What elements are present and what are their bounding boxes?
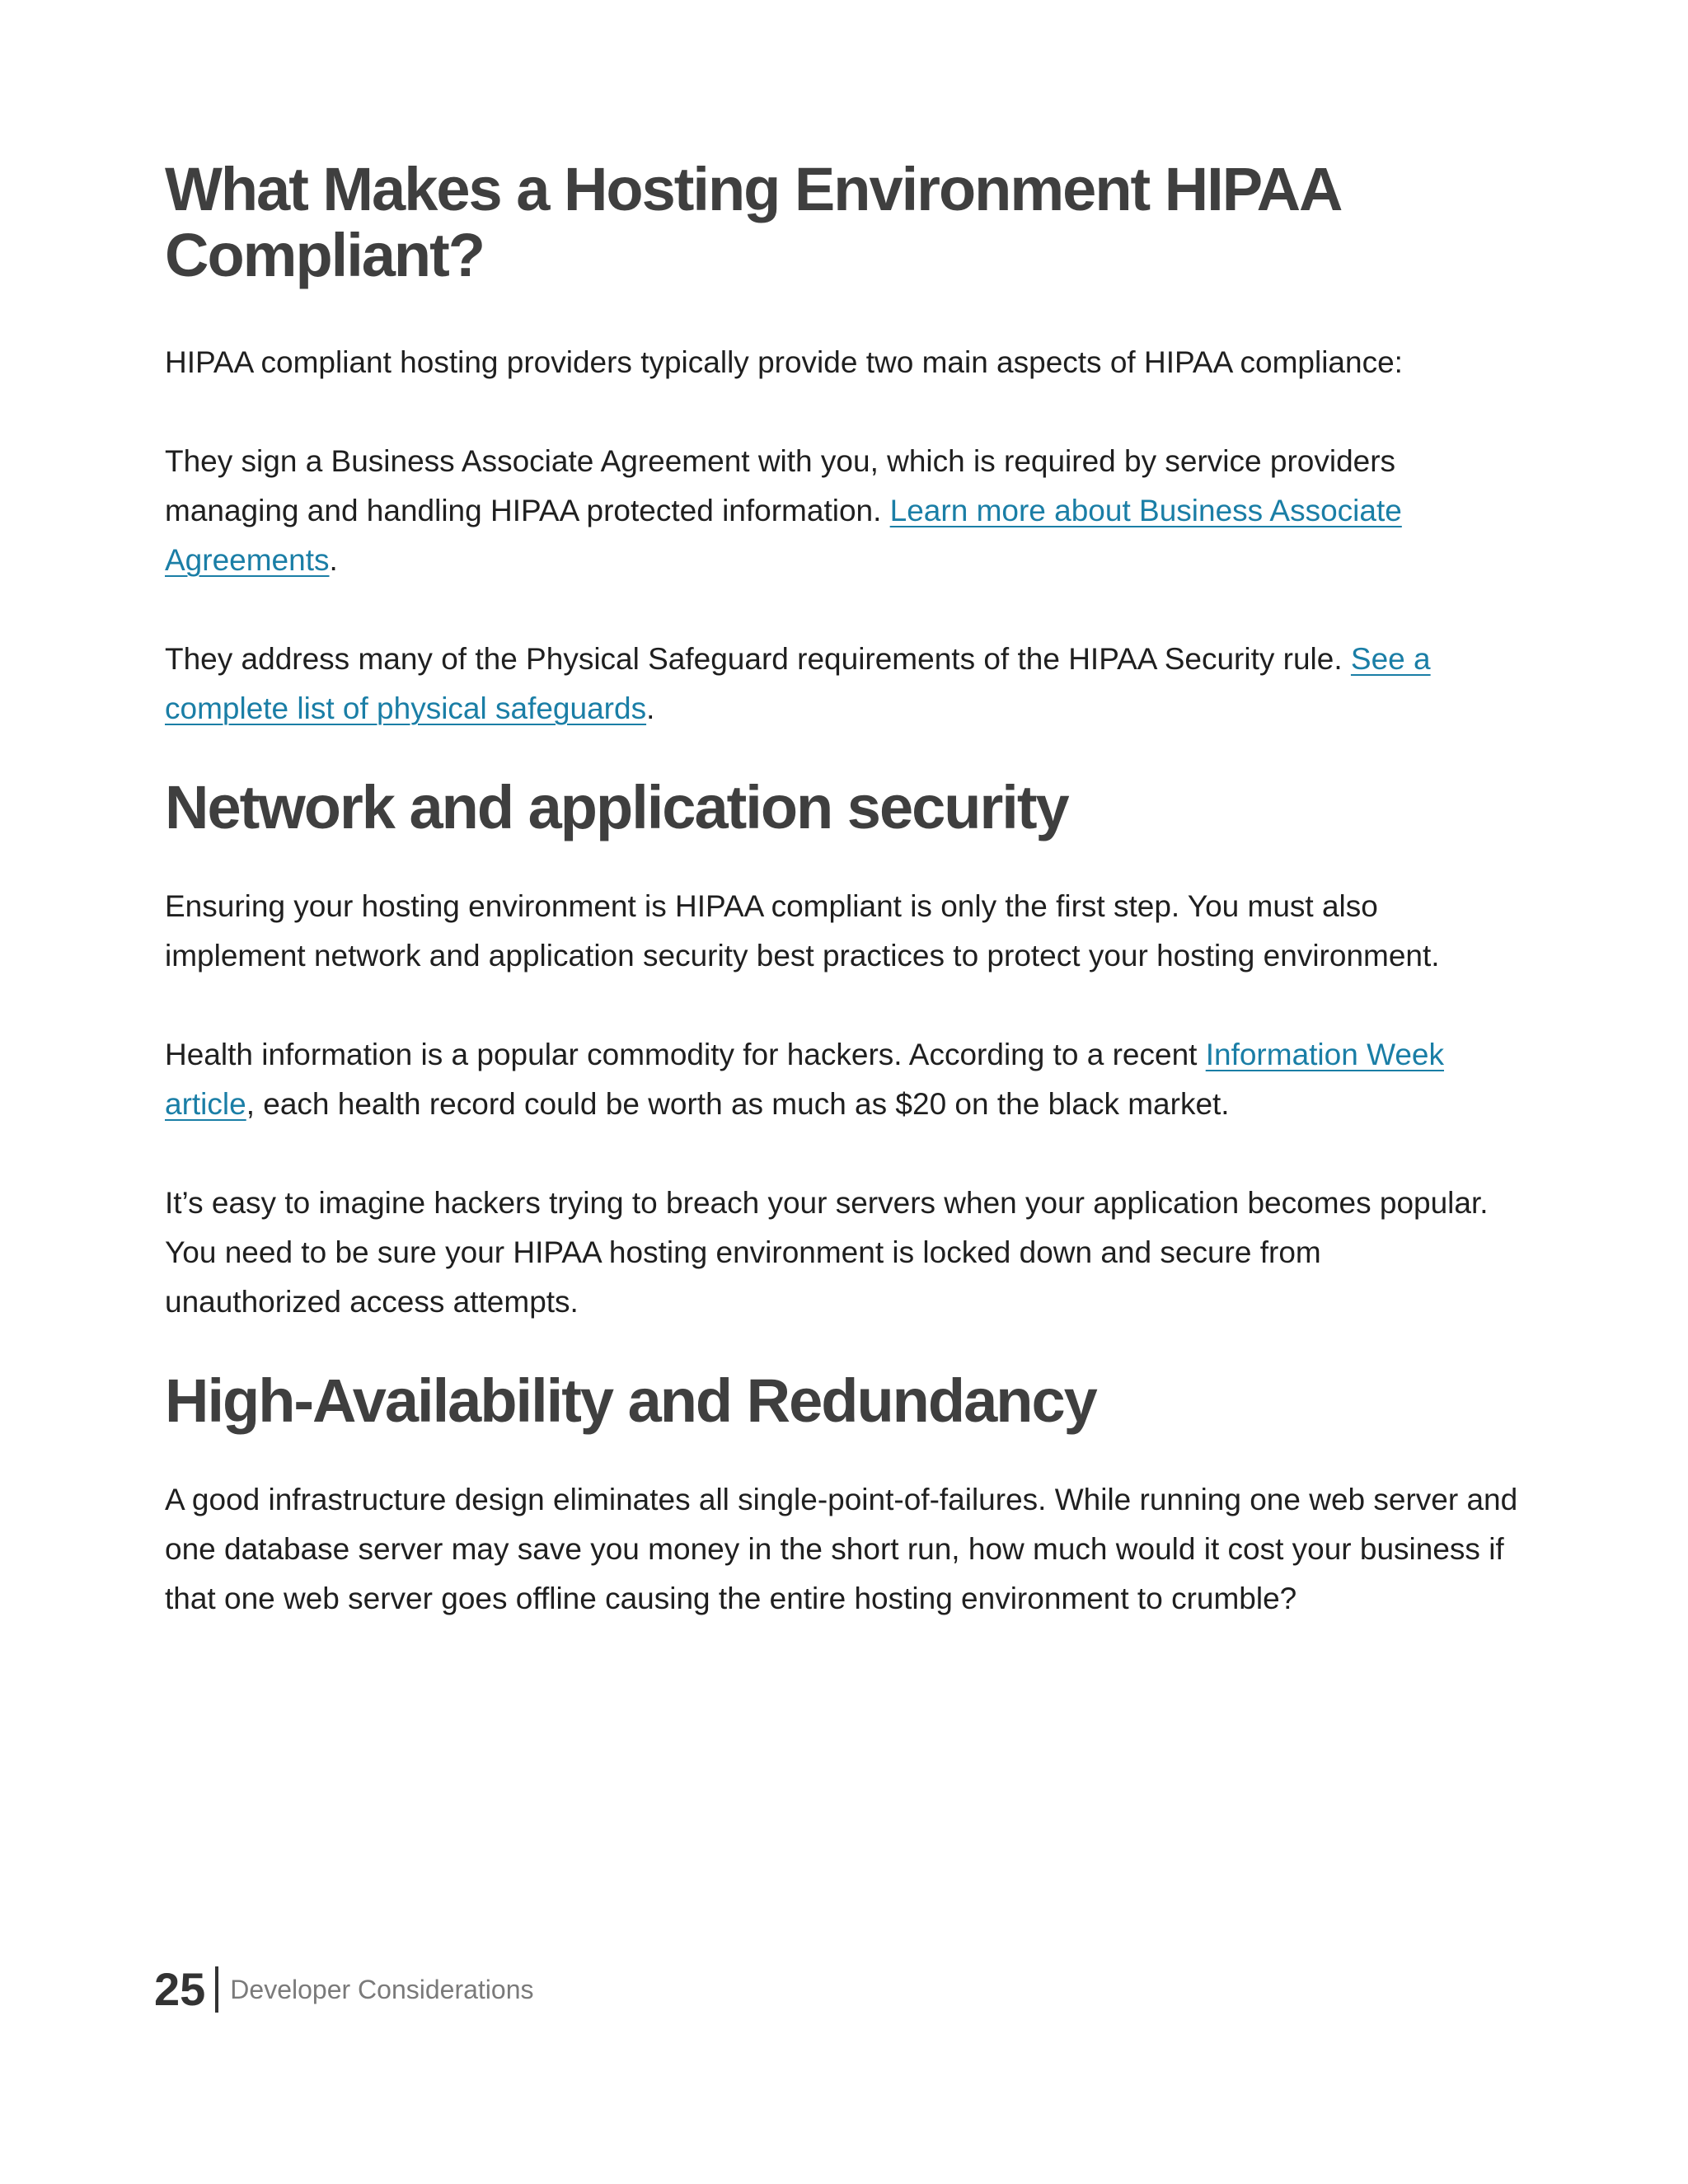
footer-divider: [215, 1966, 218, 2013]
page-title-line2: Compliant?: [165, 221, 484, 289]
baa-end: .: [329, 543, 338, 577]
baa-link[interactable]: Learn more about Business Associate Agreements: [165, 494, 1402, 577]
section-heading-network-security: Network and application security: [165, 773, 1068, 841]
safeguards-text: They address many of the Physical Safeguard requirements of the HIPAA Security rule.: [165, 642, 1351, 676]
section-heading-high-availability: High-Availability and Redundancy: [165, 1366, 1096, 1435]
safeguards-end: .: [646, 691, 655, 725]
page-title-line1: What Makes a Hosting Environment HIPAA: [165, 155, 1342, 223]
intro-paragraph: HIPAA compliant hosting providers typically provide two main aspects of HIPAA compliance:: [165, 345, 1403, 379]
baa-paragraph: [165, 437, 1508, 585]
footer-section-label: Developer Considerations: [230, 1974, 534, 2004]
network-security-paragraph: Ensuring your hosting environment is HIPAA compliant is only the first step. You must also implement network and application security best practices to protect your hosting environment.: [165, 889, 1440, 972]
page-content: [165, 157, 1525, 1624]
information-week-link[interactable]: Information Week article: [165, 1038, 1444, 1121]
baa-text: They sign a Business Associate Agreement with you, which is required by service providers managing and handling HIPAA protected information.: [165, 444, 1396, 527]
page-title: [165, 157, 1525, 288]
safeguards-link[interactable]: See a complete list of physical safeguards: [165, 642, 1431, 725]
page-footer: [154, 1965, 534, 2014]
physical-safeguards-paragraph: [165, 635, 1525, 733]
redundancy-paragraph: A good infrastructure design eliminates all single-point-of-failures. While running one web server and one database server may save you money in the short run, how much would it cost your business if that one web server goes offline causing the entire hosting environment to crumble?: [165, 1483, 1518, 1615]
health-info-end: , each health record could be worth as much as $20 on the black market.: [246, 1087, 1230, 1121]
hackers-paragraph: It’s easy to imagine hackers trying to breach your servers when your application becomes popular. You need to be sure your HIPAA hosting environment is locked down and secure from unauthorized access attempts.: [165, 1186, 1489, 1319]
health-info-paragraph: [165, 1030, 1500, 1129]
health-info-text: Health information is a popular commodity for hackers. According to a recent: [165, 1038, 1206, 1071]
page-number: 25: [154, 1963, 206, 2015]
